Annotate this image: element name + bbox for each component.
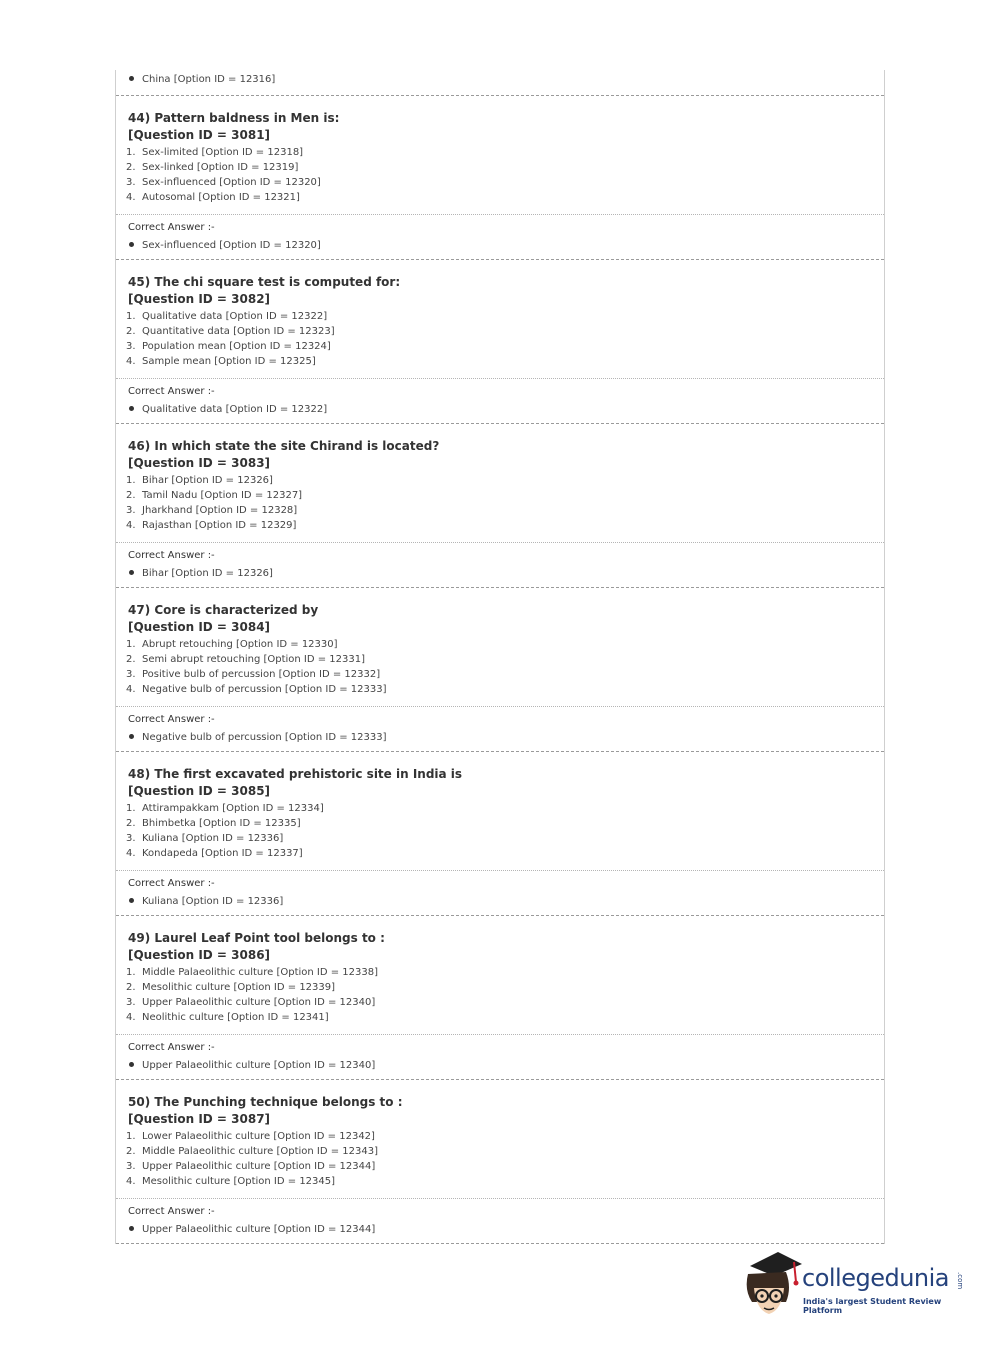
option-text: Middle Palaeolithic culture [Option ID = 12338] [142,967,379,978]
collegedunia-logo [742,1250,972,1320]
correct-answer-section [116,1034,884,1079]
option-item [126,965,884,980]
question-id: [Question ID = 3081] [128,128,271,142]
bullet-icon [129,898,134,903]
correct-answer-row [128,403,884,417]
question-block [116,588,884,752]
option-number: 1. [126,1131,136,1142]
option-number: 2. [126,162,136,173]
correct-answer-section [116,214,884,259]
option-number: 4. [126,848,136,859]
question-title: 48) The first excavated prehistoric site in India is [128,767,463,781]
question-title: 47) Core is characterized by [128,603,319,617]
correct-answer-label: Correct Answer :- [128,386,215,397]
bullet-icon [129,1062,134,1067]
option-item [126,846,884,861]
option-text: Qualitative data [Option ID = 12322] [142,311,328,322]
option-number: 2. [126,982,136,993]
question-id: [Question ID = 3086] [128,948,271,962]
option-text: Semi abrupt retouching [Option ID = 12331] [142,654,366,665]
previous-answer [116,70,884,96]
question-list [116,96,884,1244]
option-text: Tamil Nadu [Option ID = 12327] [142,490,303,501]
option-text: Mesolithic culture [Option ID = 12339] [142,982,336,993]
option-text: Bihar [Option ID = 12326] [142,475,273,486]
option-text: Abrupt retouching [Option ID = 12330] [142,639,338,650]
option-text: Bhimbetka [Option ID = 12335] [142,818,301,829]
correct-answer-text: Kuliana [Option ID = 12336] [142,896,284,907]
option-number: 3. [126,341,136,352]
option-number: 1. [126,475,136,486]
option-item [126,339,884,354]
correct-answer-text: Qualitative data [Option ID = 12322] [142,404,328,415]
question-header [116,588,884,636]
bullet-icon [129,76,134,81]
correct-answer-section [116,542,884,587]
bullet-icon [129,242,134,247]
question-id: [Question ID = 3085] [128,784,271,798]
question-block [116,96,884,260]
option-item [126,1129,884,1144]
option-item [126,503,884,518]
option-text: Rajasthan [Option ID = 12329] [142,520,297,531]
correct-answer-row [128,895,884,909]
bullet-icon [129,734,134,739]
option-item [126,637,884,652]
correct-answer-label: Correct Answer :- [128,1206,215,1217]
option-item [126,324,884,339]
option-number: 4. [126,684,136,695]
option-number: 3. [126,505,136,516]
option-text: Negative bulb of percussion [Option ID = 12333] [142,684,387,695]
correct-answer-text: Upper Palaeolithic culture [Option ID = 12340] [142,1060,376,1071]
question-block [116,916,884,1080]
option-item [126,995,884,1010]
option-number: 1. [126,639,136,650]
option-number: 3. [126,177,136,188]
option-item [126,518,884,533]
option-item [126,667,884,682]
correct-answer-row [128,567,884,581]
option-text: Upper Palaeolithic culture [Option ID = 12344] [142,1161,376,1172]
brand-tagline: India's largest Student Review Platform [803,1297,942,1315]
question-header [116,260,884,308]
option-number: 1. [126,311,136,322]
option-list [116,472,884,542]
option-text: Positive bulb of percussion [Option ID = 12332] [142,669,381,680]
brand-name: collegedunia [802,1264,950,1292]
option-text: Sample mean [Option ID = 12325] [142,356,316,367]
question-block [116,260,884,424]
question-sheet [115,70,885,1244]
option-item [126,145,884,160]
correct-answer-label: Correct Answer :- [128,714,215,725]
option-item [126,652,884,667]
question-header [116,96,884,144]
option-item [126,980,884,995]
option-item [126,1010,884,1025]
option-text: Quantitative data [Option ID = 12323] [142,326,335,337]
bullet-icon [129,1226,134,1231]
option-number: 3. [126,1161,136,1172]
option-text: Autosomal [Option ID = 12321] [142,192,300,203]
option-text: Sex-linked [Option ID = 12319] [142,162,299,173]
option-item [126,488,884,503]
correct-answer-row [128,1223,884,1237]
option-number: 3. [126,669,136,680]
option-item [126,175,884,190]
option-number: 2. [126,1146,136,1157]
option-text: Kuliana [Option ID = 12336] [142,833,284,844]
option-item [126,160,884,175]
brand-domain: .com [956,1272,964,1290]
option-text: Neolithic culture [Option ID = 12341] [142,1012,329,1023]
option-text: Sex-limited [Option ID = 12318] [142,147,304,158]
question-block [116,752,884,916]
correct-answer-label: Correct Answer :- [128,550,215,561]
option-number: 2. [126,326,136,337]
question-id: [Question ID = 3082] [128,292,271,306]
option-text: Mesolithic culture [Option ID = 12345] [142,1176,336,1187]
correct-answer-text: Negative bulb of percussion [Option ID = 12333] [142,732,387,743]
option-number: 2. [126,490,136,501]
option-item [126,682,884,697]
question-block [116,1080,884,1244]
question-header [116,424,884,472]
correct-answer-row [128,239,884,253]
question-id: [Question ID = 3084] [128,620,271,634]
option-text: Sex-influenced [Option ID = 12320] [142,177,321,188]
option-number: 4. [126,192,136,203]
correct-answer-text: Sex-influenced [Option ID = 12320] [142,240,321,251]
option-text: Population mean [Option ID = 12324] [142,341,331,352]
question-title: 50) The Punching technique belongs to : [128,1095,403,1109]
option-item [126,473,884,488]
correct-answer-text: Bihar [Option ID = 12326] [142,568,273,579]
option-text: Attirampakkam [Option ID = 12334] [142,803,324,814]
correct-answer-row [128,1059,884,1073]
option-number: 4. [126,1176,136,1187]
option-number: 1. [126,147,136,158]
option-item [126,190,884,205]
correct-answer-section [116,870,884,915]
option-number: 4. [126,356,136,367]
question-header [116,752,884,800]
option-list [116,144,884,214]
question-title: 44) Pattern baldness in Men is: [128,111,340,125]
question-id: [Question ID = 3087] [128,1112,271,1126]
option-list [116,964,884,1034]
option-item [126,354,884,369]
option-list [116,800,884,870]
option-number: 1. [126,803,136,814]
option-number: 1. [126,967,136,978]
question-id: [Question ID = 3083] [128,456,271,470]
bullet-icon [129,406,134,411]
question-block [116,424,884,588]
correct-answer-section [116,378,884,423]
correct-answer-section [116,1198,884,1243]
option-item [126,1144,884,1159]
option-list [116,308,884,378]
option-number: 3. [126,833,136,844]
correct-answer-label: Correct Answer :- [128,1042,215,1053]
option-item [126,831,884,846]
option-item [126,816,884,831]
option-number: 3. [126,997,136,1008]
correct-answer-label: Correct Answer :- [128,222,215,233]
question-title: 45) The chi square test is computed for: [128,275,401,289]
option-text: Upper Palaeolithic culture [Option ID = 12340] [142,997,376,1008]
correct-answer-label: Correct Answer :- [128,878,215,889]
option-item [126,309,884,324]
question-title: 49) Laurel Leaf Point tool belongs to : [128,931,385,945]
option-number: 2. [126,818,136,829]
option-number: 4. [126,1012,136,1023]
option-text: Lower Palaeolithic culture [Option ID = 12342] [142,1131,375,1142]
option-item [126,1159,884,1174]
previous-answer-text: China [Option ID = 12316] [142,74,276,85]
option-text: Kondapeda [Option ID = 12337] [142,848,303,859]
option-number: 2. [126,654,136,665]
correct-answer-text: Upper Palaeolithic culture [Option ID = 12344] [142,1224,376,1235]
option-list [116,1128,884,1198]
correct-answer-row [128,731,884,745]
option-list [116,636,884,706]
bullet-icon [129,570,134,575]
option-item [126,801,884,816]
option-text: Middle Palaeolithic culture [Option ID = 12343] [142,1146,379,1157]
previous-answer-row [128,73,884,87]
question-header [116,1080,884,1128]
question-title: 46) In which state the site Chirand is located? [128,439,440,453]
option-number: 4. [126,520,136,531]
question-header [116,916,884,964]
option-text: Jharkhand [Option ID = 12328] [142,505,298,516]
correct-answer-section [116,706,884,751]
question-frame [115,70,885,1244]
mascot-icon [742,1250,804,1320]
option-item [126,1174,884,1189]
